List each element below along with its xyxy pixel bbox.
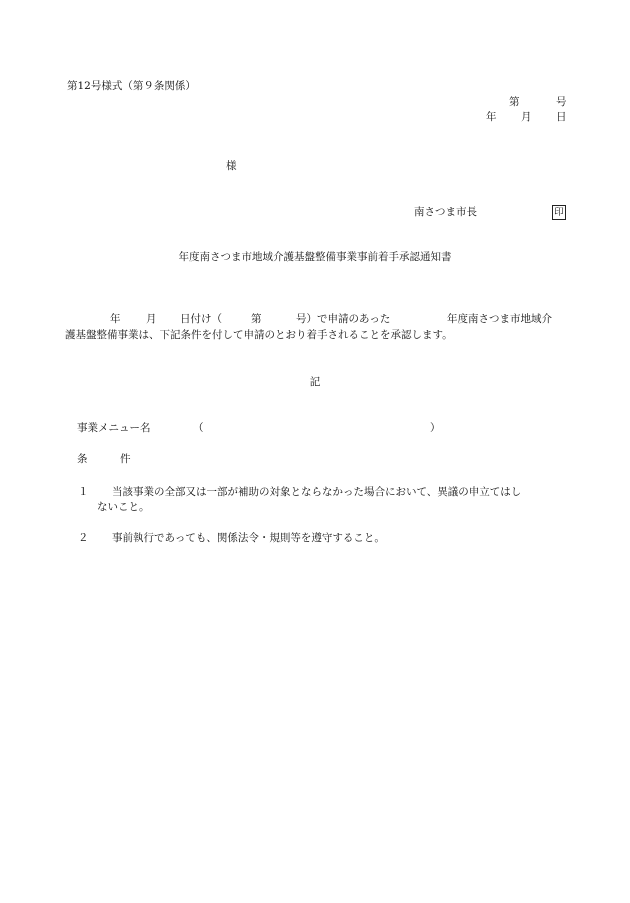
recipient-suffix: 様 <box>226 160 237 172</box>
body-dai: 第 <box>251 313 262 325</box>
body-go-request: 号）で申請のあった <box>296 313 391 325</box>
doc-date-day: 日 <box>556 111 567 123</box>
conditions-heading-2: 件 <box>120 453 131 465</box>
doc-date-year: 年 <box>486 111 497 123</box>
condition-text-line2: ないこと。 <box>97 501 150 513</box>
doc-number-go: 号 <box>556 96 567 108</box>
condition-number: ２ <box>78 532 89 544</box>
body-line2: 護基盤整備事業は、下記条件を付して申請のとおり着手されることを承認します。 <box>65 329 453 341</box>
condition-text-line1: 事前執行であっても、関係法令・規則等を遵守すること。 <box>112 532 385 544</box>
doc-date-month: 月 <box>521 111 532 123</box>
body-month: 月 <box>146 313 157 325</box>
menu-close-paren: ） <box>430 422 441 434</box>
document-title: 年度南さつま市地域介護基盤整備事業事前着手承認通知書 <box>178 251 452 263</box>
menu-open-paren: （ <box>193 422 204 434</box>
seal-stamp: 印 <box>552 205 566 220</box>
issuer-title: 南さつま市長 <box>414 206 477 218</box>
form-label: 第12号様式（第９条関係） <box>67 80 196 92</box>
condition-text-line1: 当該事業の全部又は一部が補助の対象とならなかった場合において、異議の申立てはし <box>112 486 522 498</box>
condition-number: １ <box>78 486 89 498</box>
body-day-ref: 日付け（ <box>180 313 222 325</box>
ki-heading: 記 <box>309 376 321 388</box>
doc-number-dai: 第 <box>509 96 520 108</box>
menu-label: 事業メニュー名 <box>77 422 151 434</box>
body-fiscal-tail: 年度南さつま市地域介 <box>447 313 552 325</box>
conditions-heading-1: 条 <box>77 453 88 465</box>
body-year: 年 <box>110 313 121 325</box>
